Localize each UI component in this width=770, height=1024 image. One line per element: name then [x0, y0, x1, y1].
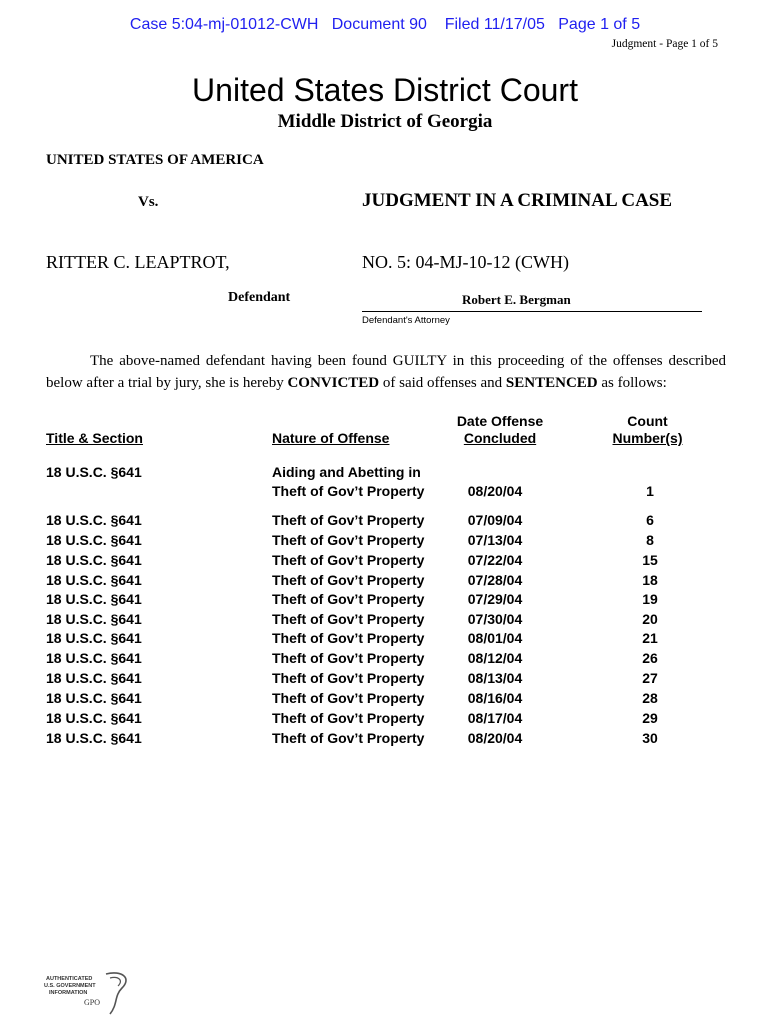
cell-count: 29 [642, 710, 658, 726]
judgment-paragraph [46, 350, 726, 394]
cell-count: 8 [646, 532, 654, 548]
table-row [0, 611, 770, 631]
attorney-label: Defendant's Attorney [362, 315, 450, 326]
cell-title-section: 18 U.S.C. §641 [46, 464, 142, 480]
table-row [0, 532, 770, 552]
defendant-name: RITTER C. LEAPTROT, [46, 252, 230, 272]
defendant-label: Defendant [228, 290, 291, 305]
case-filing-header: Case 5:04-mj-01012-CWH Document 90 Filed 11/17/05 Page 1 of 5 [129, 16, 641, 33]
case-number: NO. 5: 04-MJ-10-12 (CWH) [362, 252, 569, 272]
gpo-line3: INFORMATION [49, 990, 88, 996]
table-row [0, 512, 770, 532]
cell-date: 07/29/04 [467, 591, 523, 607]
header-date-line1: Date Offense [456, 413, 544, 429]
header-date-offense-concluded [440, 413, 560, 447]
table-row [0, 591, 770, 611]
header-count-line1: Count [627, 413, 668, 429]
convicted-word: CONVICTED [287, 375, 380, 391]
cell-date: 07/22/04 [467, 552, 523, 568]
cell-title-section: 18 U.S.C. §641 [46, 630, 142, 646]
cell-title-section: 18 U.S.C. §641 [46, 650, 142, 666]
cell-title-section: 18 U.S.C. §641 [46, 670, 142, 686]
cell-count: 19 [642, 591, 658, 607]
offense-table [0, 464, 770, 746]
cell-date: 08/17/04 [467, 710, 523, 726]
cell-nature: Theft of Gov’t Property [272, 532, 425, 548]
header-nature-of-offense: Nature of Offense [272, 430, 390, 446]
attorney-name: Robert E. Bergman [462, 292, 571, 307]
gpo-line2: U.S. GOVERNMENT [44, 983, 96, 989]
table-row [0, 730, 770, 750]
cell-nature: Theft of Gov’t Property [272, 552, 425, 568]
paragraph-text-3: as follows: [597, 375, 667, 391]
cell-title-section: 18 U.S.C. §641 [46, 532, 142, 548]
cell-date: 08/12/04 [467, 650, 523, 666]
cell-title-section: 18 U.S.C. §641 [46, 591, 142, 607]
cell-title-section: 18 U.S.C. §641 [46, 710, 142, 726]
table-row [0, 552, 770, 572]
cell-nature: Theft of Gov’t Property [272, 670, 425, 686]
cell-date: 08/13/04 [467, 670, 523, 686]
versus-label: Vs. [138, 194, 159, 210]
plaintiff-name: UNITED STATES OF AMERICA [46, 152, 264, 168]
court-title: United States District Court [192, 72, 578, 108]
cell-nature: Theft of Gov’t Property [272, 512, 425, 528]
cell-nature: Theft of Gov’t Property [272, 730, 425, 746]
cell-date: 08/20/04 [467, 730, 523, 746]
table-row [0, 670, 770, 690]
cell-date: 08/01/04 [467, 630, 523, 646]
cell-count: 21 [642, 630, 658, 646]
cell-nature: Theft of Gov’t Property [272, 650, 425, 666]
cell-title-section: 18 U.S.C. §641 [46, 552, 142, 568]
gpo-line1: AUTHENTICATED [46, 976, 93, 982]
court-district: Middle District of Georgia [277, 111, 493, 132]
cell-count: 26 [642, 650, 658, 666]
header-count-numbers [600, 413, 695, 447]
cell-nature: Theft of Gov’t Property [272, 630, 425, 646]
cell-title-section: 18 U.S.C. §641 [46, 730, 142, 746]
cell-date: 08/16/04 [467, 690, 523, 706]
gpo-authentication-logo [44, 970, 134, 1016]
table-row [0, 630, 770, 650]
judgment-page-number: Judgment - Page 1 of 5 [611, 38, 718, 50]
judgment-title: JUDGMENT IN A CRIMINAL CASE [362, 190, 673, 211]
cell-count: 1 [646, 483, 654, 499]
header-count-line2: Number(s) [612, 430, 683, 446]
eagle-swoosh-icon [106, 973, 126, 1014]
cell-nature: Theft of Gov’t Property [272, 572, 425, 588]
table-row [0, 572, 770, 592]
cell-nature: Theft of Gov’t Property [272, 591, 425, 607]
cell-count: 18 [642, 572, 658, 588]
table-row [0, 710, 770, 730]
gpo-line4: GPO [84, 998, 101, 1007]
attorney-signature-line [362, 311, 702, 312]
cell-count: 6 [646, 512, 654, 528]
cell-title-section: 18 U.S.C. §641 [46, 572, 142, 588]
sentenced-word: SENTENCED [505, 375, 598, 391]
cell-title-section: 18 U.S.C. §641 [46, 512, 142, 528]
table-row [0, 650, 770, 670]
cell-count: 28 [642, 690, 658, 706]
eagle-wing-icon [110, 977, 120, 986]
cell-nature-line1: Aiding and Abetting in [272, 464, 421, 480]
paragraph-text-2: of said offenses and [379, 375, 506, 391]
cell-date: 07/09/04 [467, 512, 523, 528]
table-row [0, 690, 770, 710]
cell-count: 20 [642, 611, 658, 627]
cell-nature-line2: Theft of Gov’t Property [272, 483, 425, 499]
table-row [0, 464, 770, 512]
cell-date: 07/13/04 [467, 532, 523, 548]
cell-date: 07/30/04 [467, 611, 523, 627]
paragraph-text-1: The above-named defendant having been found GUILTY in this proceeding of the offenses described below after a trial by jury, she is hereby [46, 353, 726, 391]
header-title-section: Title & Section [46, 430, 143, 446]
cell-nature: Theft of Gov’t Property [272, 690, 425, 706]
cell-title-section: 18 U.S.C. §641 [46, 611, 142, 627]
cell-date: 08/20/04 [467, 483, 523, 499]
cell-count: 30 [642, 730, 658, 746]
header-date-line2: Concluded [463, 430, 537, 446]
cell-count: 27 [642, 670, 658, 686]
cell-nature: Theft of Gov’t Property [272, 710, 425, 726]
cell-title-section: 18 U.S.C. §641 [46, 690, 142, 706]
cell-count: 15 [642, 552, 658, 568]
cell-nature: Theft of Gov’t Property [272, 611, 425, 627]
cell-date: 07/28/04 [467, 572, 523, 588]
